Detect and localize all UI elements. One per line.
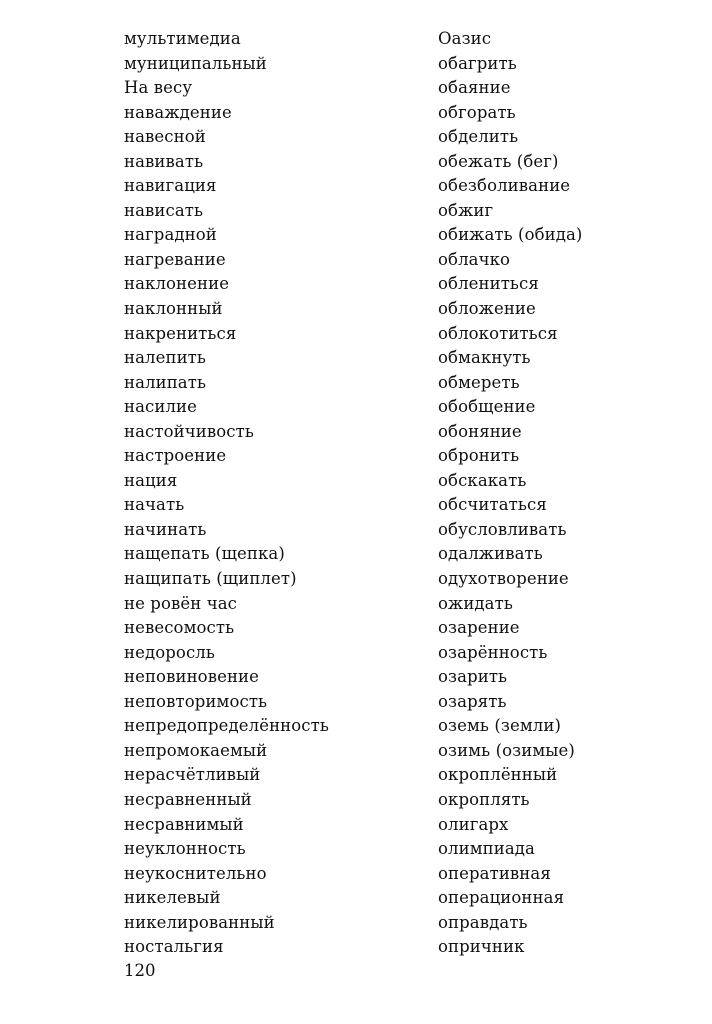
left-column-word: налепить bbox=[124, 348, 206, 368]
right-column-word: обгорать bbox=[438, 102, 516, 122]
left-column-word: налипать bbox=[124, 372, 207, 392]
right-column-word: одухотворение bbox=[438, 569, 569, 589]
left-column-word: недоросль bbox=[124, 642, 215, 662]
left-column-word: никелированный bbox=[124, 912, 275, 932]
left-column-word: неповторимость bbox=[124, 691, 268, 711]
right-column-word: озарение bbox=[438, 618, 520, 638]
right-column-word: олимпиада bbox=[438, 839, 535, 859]
right-column-word: олигарх bbox=[438, 814, 509, 834]
left-column-word: неуклонность bbox=[124, 839, 246, 859]
left-column-word: нащипать (щиплет) bbox=[124, 569, 297, 589]
left-column-word: накрениться bbox=[124, 323, 237, 343]
right-column-word: обобщение bbox=[438, 397, 536, 417]
left-column-word: наваждение bbox=[124, 102, 232, 122]
left-column-word: наградной bbox=[124, 225, 217, 245]
right-column-word: одалживать bbox=[438, 544, 543, 564]
left-column-word: неповиновение bbox=[124, 667, 260, 687]
left-column-word: не ровён час bbox=[124, 593, 237, 613]
left-column-word: мультимедиа bbox=[124, 29, 241, 48]
left-column-word: нащепать (щепка) bbox=[124, 544, 285, 564]
right-column-word: обскакать bbox=[438, 470, 527, 490]
right-column-word: обоняние bbox=[438, 421, 522, 441]
left-column-word: начать bbox=[124, 495, 185, 515]
right-column-word: обсчитаться bbox=[438, 495, 547, 515]
right-column-word: ожидать bbox=[438, 593, 513, 613]
right-column-word: обагрить bbox=[438, 53, 517, 73]
right-column-word: обаяние bbox=[438, 78, 511, 98]
left-column-word: На весу bbox=[124, 78, 193, 98]
left-column-word: наклонный bbox=[124, 299, 223, 319]
left-column-word: невесомость bbox=[124, 618, 235, 638]
left-column-word: навивать bbox=[124, 151, 204, 171]
right-column-word: обижать (обида) bbox=[438, 225, 583, 245]
right-column-word: обежать (бег) bbox=[438, 151, 559, 171]
right-column-word: операционная bbox=[438, 888, 565, 908]
left-column-word: навесной bbox=[124, 127, 206, 147]
right-column-word: облокотиться bbox=[438, 323, 558, 343]
right-column-word: озарить bbox=[438, 667, 508, 687]
left-column-word: настойчивость bbox=[124, 421, 254, 441]
right-column-word: обложение bbox=[438, 299, 536, 319]
left-column-word: нерасчётливый bbox=[124, 765, 261, 785]
word-list-right-column bbox=[438, 27, 582, 960]
right-column-word: оперативная bbox=[438, 863, 551, 883]
right-column-word: озимь (озимые) bbox=[438, 740, 575, 760]
left-column-word: никелевый bbox=[124, 888, 221, 908]
right-column-word: обусловливать bbox=[438, 519, 567, 539]
left-column-word: ностальгия bbox=[124, 937, 224, 957]
left-column-word: неукоснительно bbox=[124, 863, 267, 883]
left-column-word: несравненный bbox=[124, 789, 252, 809]
right-column-word: окроплённый bbox=[438, 765, 558, 785]
right-column-word: Оазис bbox=[438, 29, 492, 48]
right-column-word: обмакнуть bbox=[438, 348, 531, 368]
right-column-word: оправдать bbox=[438, 912, 528, 932]
right-column-word: обезболивание bbox=[438, 176, 571, 196]
right-column-word: озарённость bbox=[438, 642, 548, 662]
left-column-word: насилие bbox=[124, 397, 198, 417]
page-number: 120 bbox=[124, 961, 156, 980]
left-column-word: нагревание bbox=[124, 249, 226, 269]
right-column-word: опричник bbox=[438, 937, 525, 957]
left-column-word: нависать bbox=[124, 200, 204, 220]
right-column-word: обделить bbox=[438, 127, 519, 147]
right-column-word: окроплять bbox=[438, 789, 530, 809]
left-column-word: муниципальный bbox=[124, 53, 267, 73]
right-column-word: обмереть bbox=[438, 372, 520, 392]
right-column-word: облачко bbox=[438, 249, 511, 269]
right-column-word: обронить bbox=[438, 446, 520, 466]
left-column-word: наклонение bbox=[124, 274, 230, 294]
left-column-word: начинать bbox=[124, 519, 207, 539]
left-column-word: непромокаемый bbox=[124, 740, 268, 760]
right-column-word: обжиг bbox=[438, 200, 494, 220]
right-column-word: озарять bbox=[438, 691, 507, 711]
right-column-word: оземь (земли) bbox=[438, 716, 562, 736]
left-column-word: навигация bbox=[124, 176, 217, 196]
right-column-word: облениться bbox=[438, 274, 539, 294]
left-column-word: несравнимый bbox=[124, 814, 244, 834]
left-column-word: настроение bbox=[124, 446, 227, 466]
left-column-word: нация bbox=[124, 470, 178, 490]
left-column-word: непредопределённость bbox=[124, 716, 329, 736]
word-list-left-column bbox=[124, 27, 329, 960]
